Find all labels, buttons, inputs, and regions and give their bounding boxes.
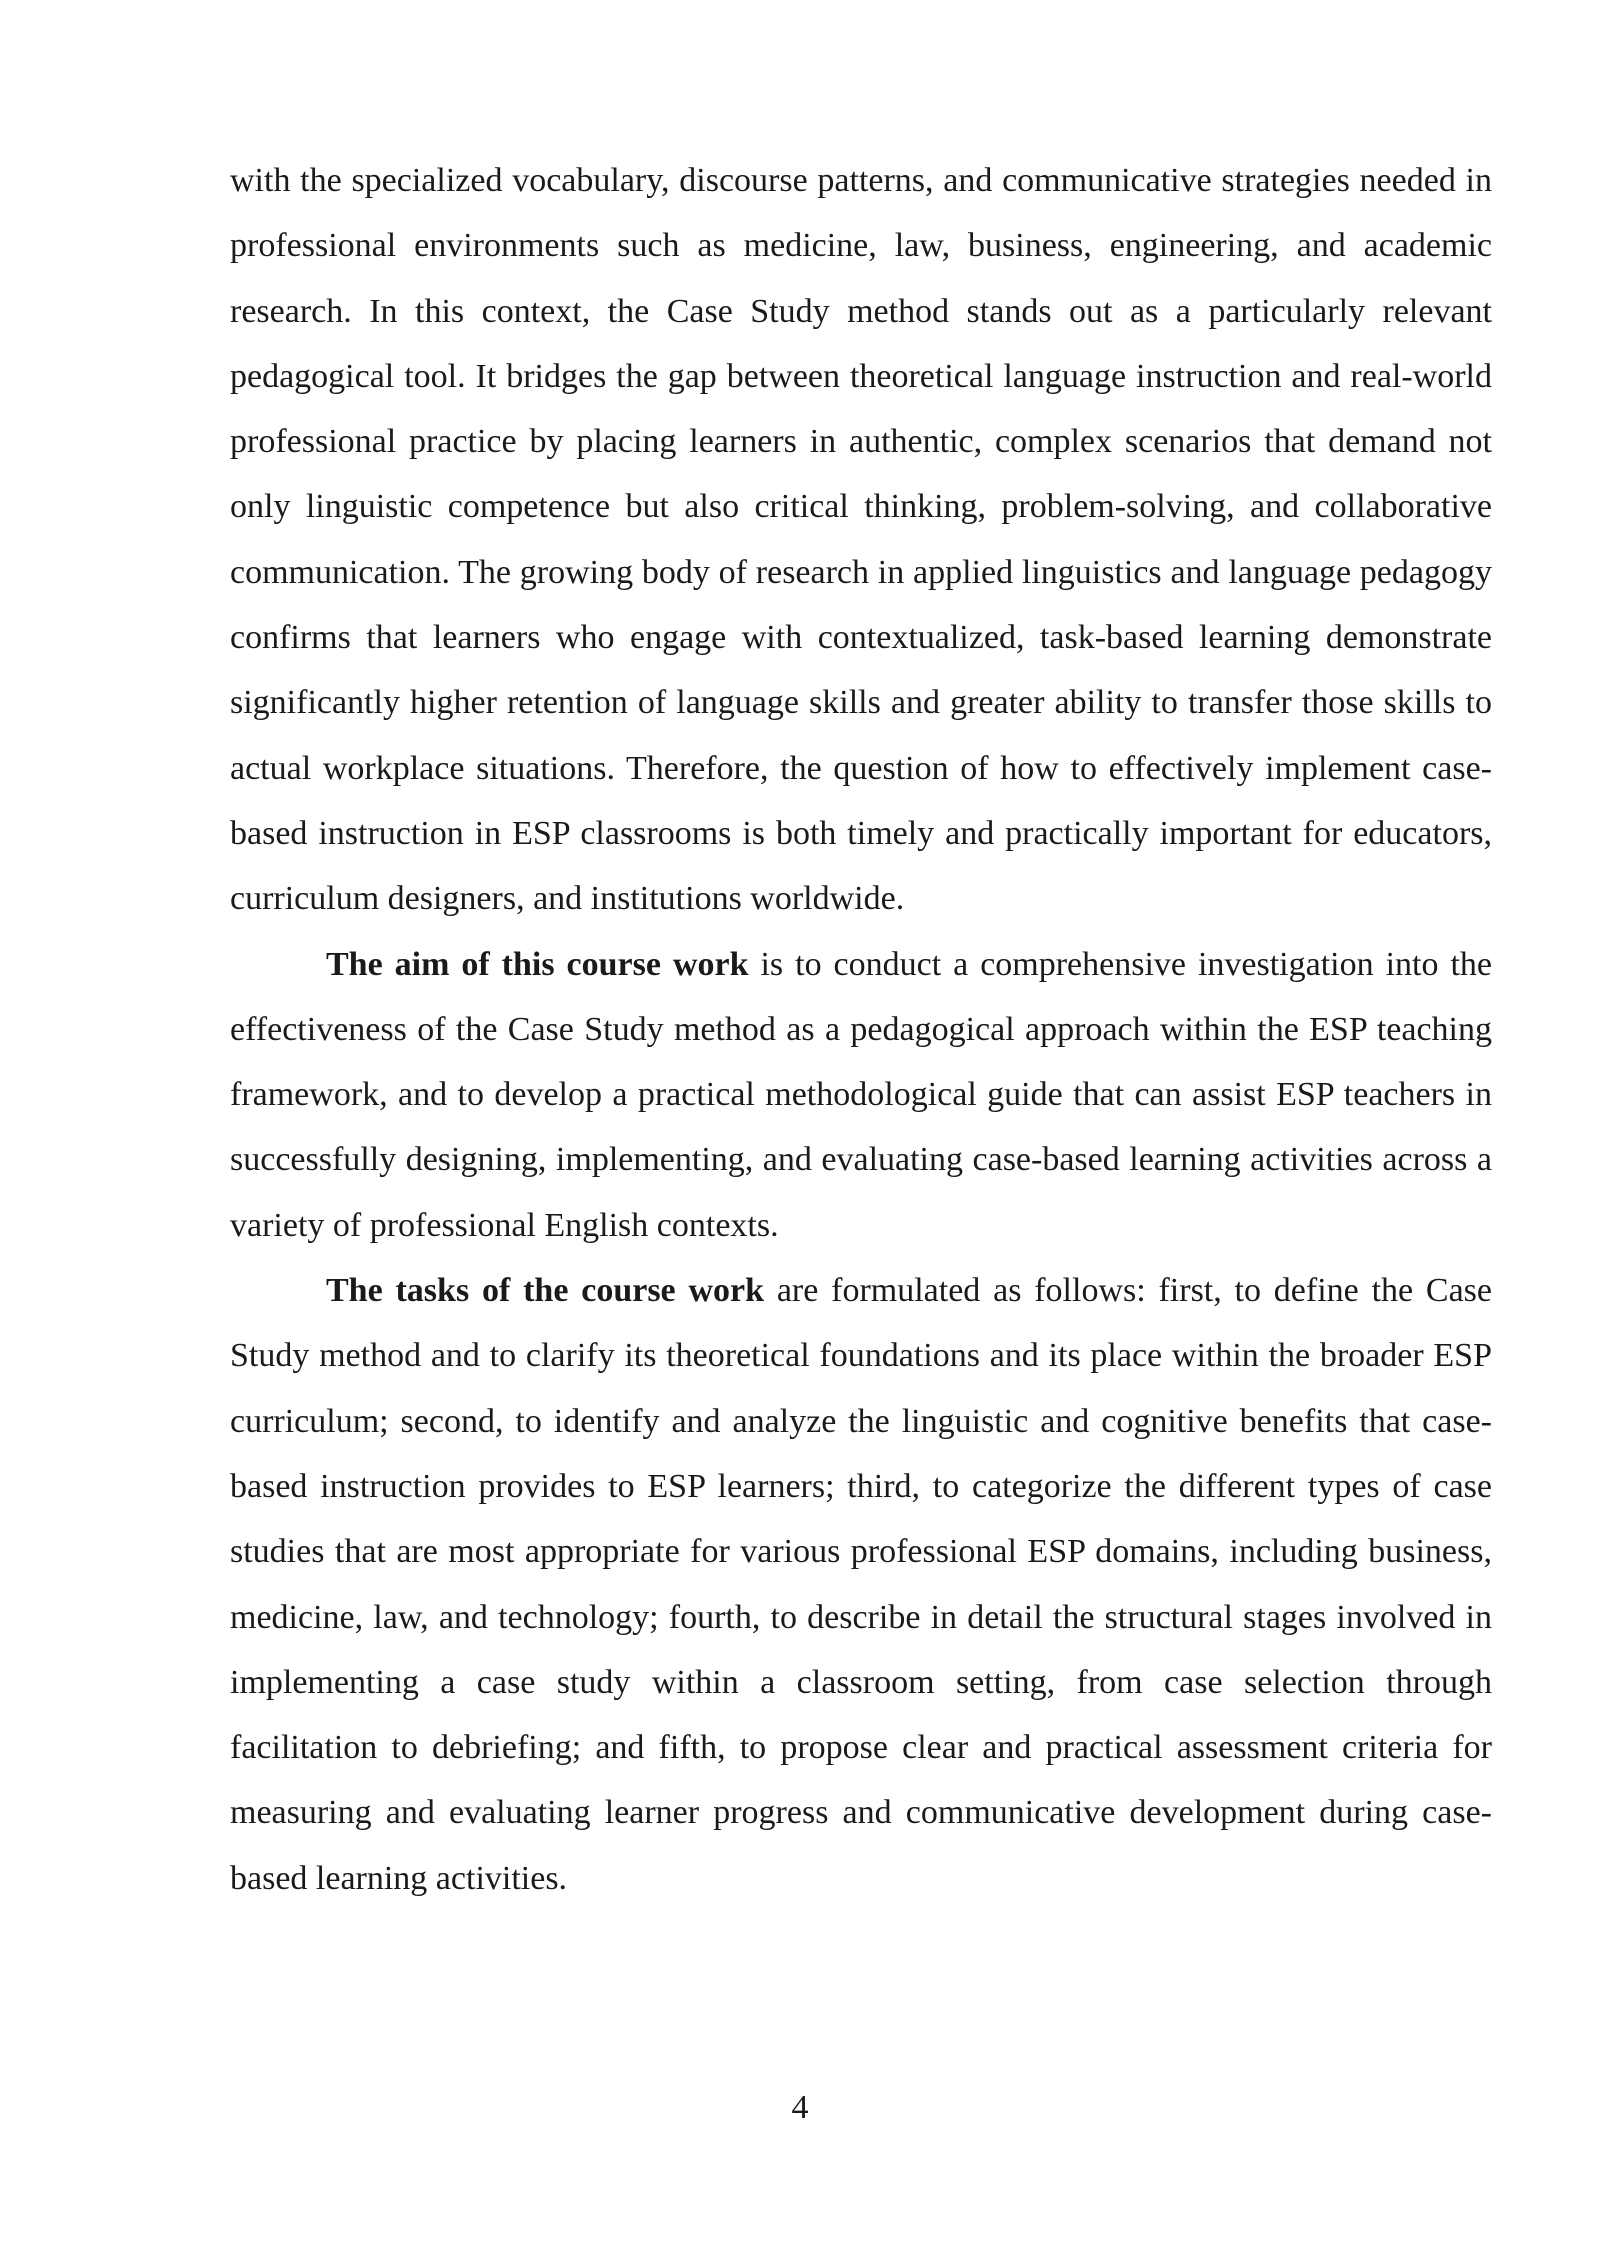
paragraph-text: are formulated as follows: first, to define the Case Study method and to clarify its theoretical foundations and its place within the broader ESP curriculum; second, to identify and analyze the linguistic and cognitive benefits that case-based instruction provides to ESP learners; third, to categorize the different types of case studies that are most appropriate for various professional ESP domains, including business, medicine, law, and technology; fourth, to describe in detail the structural stages involved in implementing a case study within a classroom setting, from case selection through facilitation to debriefing; and fifth, to propose clear and practical assessment criteria for measuring and evaluating learner progress and communicative development during case-based learning activities.	[230, 1272, 1492, 1897]
paragraph-tasks	[230, 1258, 1492, 1911]
paragraph-intro-continuation	[230, 148, 1492, 932]
aim-heading: The aim of this course work	[326, 945, 749, 983]
paragraph-text: is to conduct a comprehensive investigation into the effectiveness of the Case Study method as a pedagogical approach within the ESP teaching framework, and to develop a practical methodological guide that can assist ESP teachers in successfully designing, implementing, and evaluating case-based learning activities across a variety of professional English contexts.	[230, 945, 1492, 1244]
page-number: 4	[791, 2089, 809, 2126]
paragraph-aim	[230, 932, 1492, 1258]
paragraph-text: with the specialized vocabulary, discourse patterns, and communicative strategies needed in professional environments such as medicine, law, business, engineering, and academic research. In this context, the Case Study method stands out as a particularly relevant pedagogical tool. It bridges the gap between theoretical language instruction and real-world professional practice by placing learners in authentic, complex scenarios that demand not only linguistic competence but also critical thinking, problem-solving, and collaborative communication. The growing body of research in applied linguistics and language pedagogy confirms that learners who engage with contextualized, task-based learning demonstrate significantly higher retention of language skills and greater ability to transfer those skills to actual workplace situations. Therefore, the question of how to effectively implement case-based instruction in ESP classrooms is both timely and practically important for educators, curriculum designers, and institutions worldwide.	[230, 162, 1492, 918]
tasks-heading: The tasks of the course work	[326, 1272, 765, 1310]
body-text	[230, 148, 1492, 1911]
